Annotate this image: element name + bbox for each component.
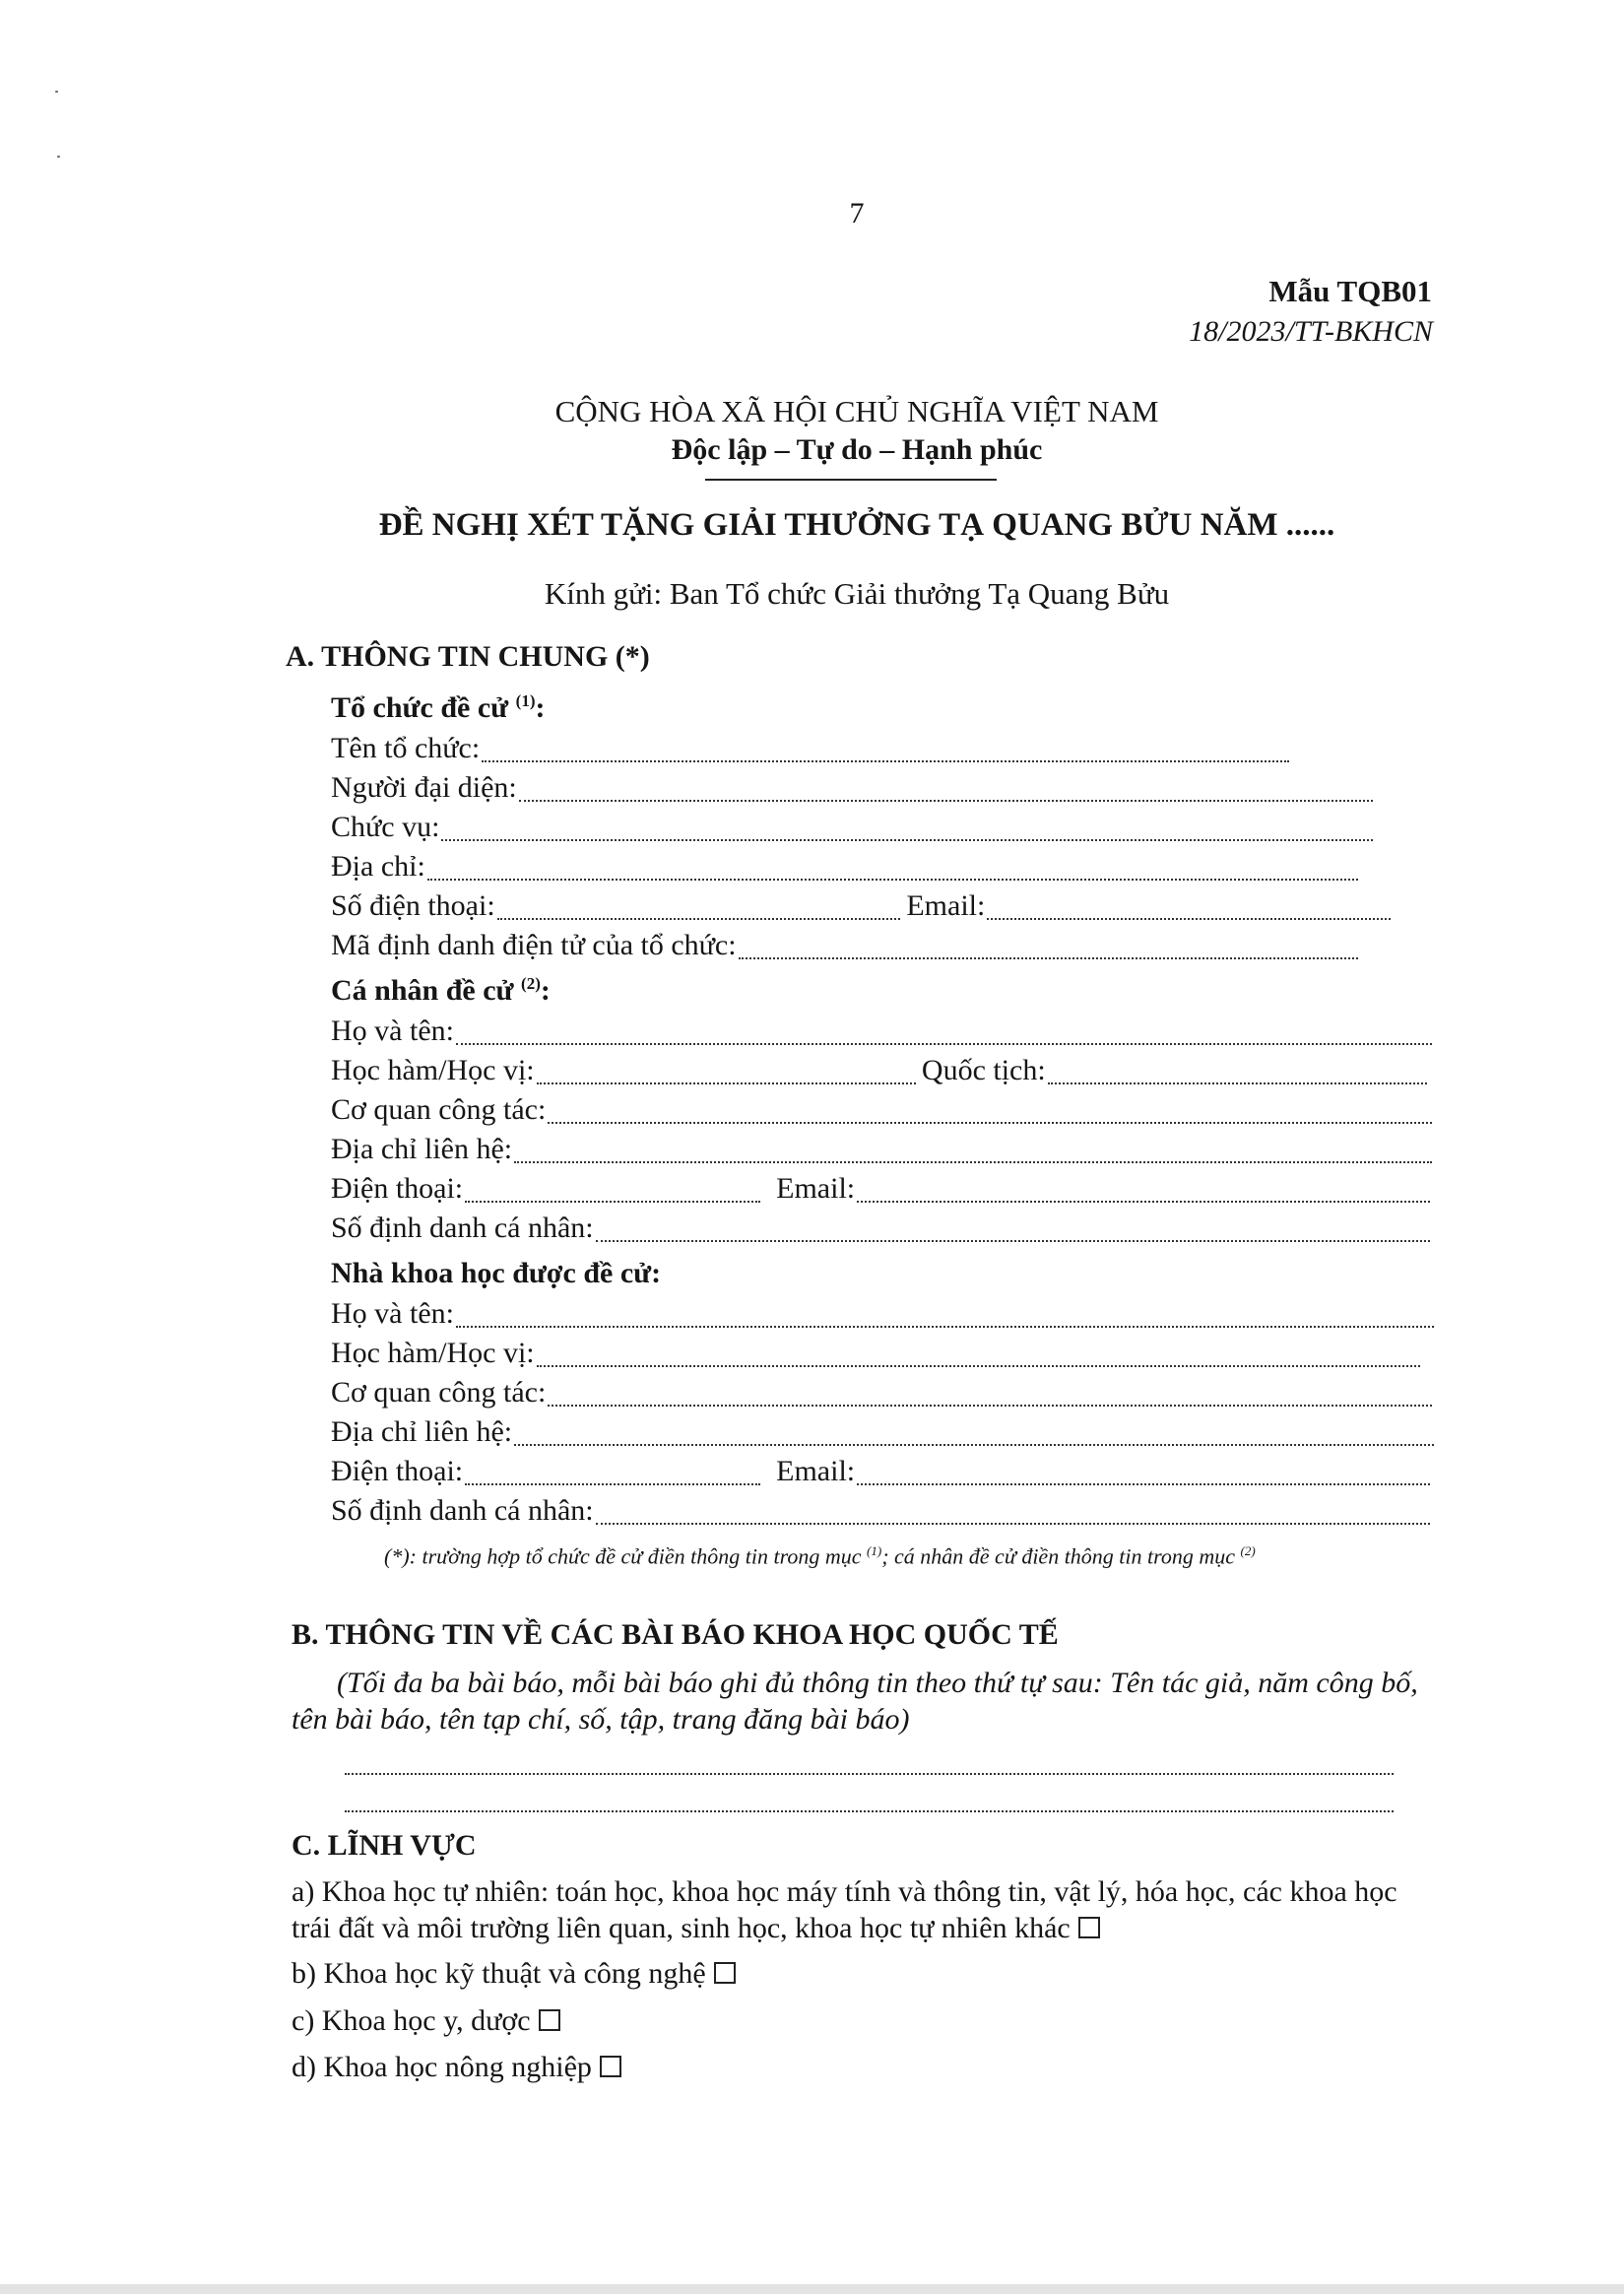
field-label: Số định danh cá nhân: [331, 1494, 594, 1527]
field-label: Số định danh cá nhân: [331, 1212, 594, 1244]
fill-line [514, 1161, 1432, 1163]
field-label: Email: [906, 889, 986, 922]
section-a-note: (*): trường hợp tổ chức đề cử điền thông tin trong mục $^{(1)}$; cá nhân đề cử điền thông tin trong mục $^{(2)}$ [384, 1543, 1256, 1569]
checkbox[interactable] [539, 2009, 560, 2031]
fill-line [1048, 1082, 1427, 1084]
individual-degree-nationality-field[interactable] [331, 1054, 1429, 1093]
individual-id-field[interactable] [331, 1212, 1432, 1251]
fill-line [739, 957, 1358, 959]
field-option-engineering[interactable]: b) Khoa học kỹ thuật và công nghệ [292, 1955, 1444, 1992]
fill-line [857, 1201, 1430, 1203]
fill-line [548, 1405, 1432, 1407]
national-title: CỘNG HÒA XÃ HỘI CHỦ NGHĨA VIỆT NAM [554, 394, 1159, 428]
field-option-natural-sciences[interactable]: a) Khoa học tự nhiên: toán học, khoa học máy tính và thông tin, vật lý, hóa học, các khoa học trái đất và môi trường liên quan, sinh học, khoa học tự nhiên khác [292, 1875, 1397, 1944]
fill-line [456, 1326, 1434, 1328]
section-b-instruction: (Tối đa ba bài báo, mỗi bài báo ghi đủ thông tin theo thứ tự sau: Tên tác giả, năm công bố, tên bài báo, tên tạp chí, số, tập, trang đăng bài báo) [292, 1667, 1418, 1736]
nominee-contact-field[interactable] [331, 1415, 1436, 1455]
fill-line [465, 1201, 760, 1203]
field-option-agriculture[interactable]: d) Khoa học nông nghiệp [292, 2049, 1444, 2085]
scan-speck [55, 91, 58, 93]
fill-line [465, 1483, 760, 1485]
field-label: Người đại diện: [331, 771, 517, 804]
article-fill-line[interactable] [345, 1810, 1394, 1812]
fill-line [497, 918, 901, 920]
field-label: Tên tổ chức: [331, 732, 481, 764]
circular-reference: 18/2023/TT-BKHCN [1189, 315, 1433, 348]
nominee-workplace-field[interactable] [331, 1376, 1434, 1415]
fill-line [987, 918, 1391, 920]
fill-line [441, 839, 1373, 841]
org-name-field[interactable] [331, 732, 1291, 771]
field-label: Địa chỉ liên hệ: [331, 1133, 513, 1165]
field-label: Cơ quan công tác: [331, 1376, 547, 1409]
individual-heading: Cá nhân đề cử $^{(2)}$: [331, 974, 551, 1007]
nominee-name-field[interactable] [331, 1297, 1436, 1337]
fill-line [482, 760, 1289, 762]
fill-line [519, 800, 1373, 802]
form-code: Mẫu TQB01 [1268, 274, 1432, 308]
fill-line [548, 1122, 1432, 1124]
checkbox[interactable] [714, 1962, 736, 1984]
org-address-field[interactable] [331, 850, 1360, 889]
individual-contact-field[interactable] [331, 1133, 1434, 1172]
field-label: Số điện thoại: [331, 889, 495, 922]
motto-underline [705, 479, 997, 481]
field-label: Cơ quan công tác: [331, 1093, 547, 1126]
document-title: ĐỀ NGHỊ XÉT TẶNG GIẢI THƯỞNG TẠ QUANG BỬU NĂM ...... [378, 507, 1335, 543]
nominee-id-field[interactable] [331, 1494, 1432, 1534]
fill-line [427, 879, 1358, 881]
section-b-heading: B. THÔNG TIN VỀ CÁC BÀI BÁO KHOA HỌC QUỐC TẾ [292, 1618, 1059, 1651]
field-label: Địa chỉ liên hệ: [331, 1415, 513, 1448]
nominee-degree-field[interactable] [331, 1337, 1422, 1376]
field-label: Email: [776, 1172, 856, 1205]
scan-speck [57, 156, 60, 158]
section-c-heading: C. LĨNH VỰC [292, 1829, 477, 1862]
fill-line [537, 1365, 1420, 1367]
section-a-heading: A. THÔNG TIN CHUNG (*) [286, 640, 650, 673]
field-label: Họ và tên: [331, 1297, 454, 1330]
field-label: Điện thoại: [331, 1172, 464, 1205]
footnote-mark: (2) [1240, 1543, 1256, 1558]
nominee-phone-email-field[interactable] [331, 1455, 1432, 1494]
field-label: Học hàm/Học vị: [331, 1054, 535, 1086]
org-phone-email-field[interactable] [331, 889, 1393, 929]
field-label: Họ và tên: [331, 1015, 454, 1047]
checkbox[interactable] [1078, 1917, 1100, 1938]
org-representative-field[interactable] [331, 771, 1375, 811]
footnote-mark: (1) [867, 1543, 882, 1558]
org-heading: Tổ chức đề cử $^{(1)}$: [331, 691, 546, 724]
field-label: Chức vụ: [331, 811, 440, 843]
field-label: Địa chỉ: [331, 850, 425, 883]
individual-phone-email-field[interactable] [331, 1172, 1432, 1212]
footnote-mark: (2) [521, 974, 541, 993]
field-option-medicine[interactable]: c) Khoa học y, dược [292, 2002, 1444, 2039]
org-position-field[interactable] [331, 811, 1375, 850]
checkbox[interactable] [600, 2056, 621, 2077]
scan-edge [0, 2284, 1624, 2294]
footnote-mark: (1) [515, 691, 536, 710]
field-label: Email: [776, 1455, 856, 1487]
individual-name-field[interactable] [331, 1015, 1434, 1054]
national-motto: Độc lập – Tự do – Hạnh phúc [671, 433, 1043, 466]
article-fill-line[interactable] [345, 1773, 1394, 1775]
fill-line [857, 1483, 1430, 1485]
fill-line [456, 1043, 1432, 1045]
field-label: Quốc tịch: [921, 1054, 1046, 1086]
fill-line [537, 1082, 916, 1084]
recipient-line: Kính gửi: Ban Tổ chức Giải thưởng Tạ Quang Bửu [544, 576, 1170, 611]
nominee-heading: Nhà khoa học được đề cử: [331, 1257, 662, 1289]
fill-line [596, 1523, 1430, 1525]
field-label: Mã định danh điện tử của tổ chức: [331, 929, 737, 961]
field-label: Học hàm/Học vị: [331, 1337, 535, 1369]
field-label: Điện thoại: [331, 1455, 464, 1487]
org-eid-field[interactable] [331, 929, 1360, 968]
fill-line [514, 1444, 1434, 1446]
page-number: 7 [849, 197, 865, 229]
fill-line [596, 1240, 1430, 1242]
individual-workplace-field[interactable] [331, 1093, 1434, 1133]
